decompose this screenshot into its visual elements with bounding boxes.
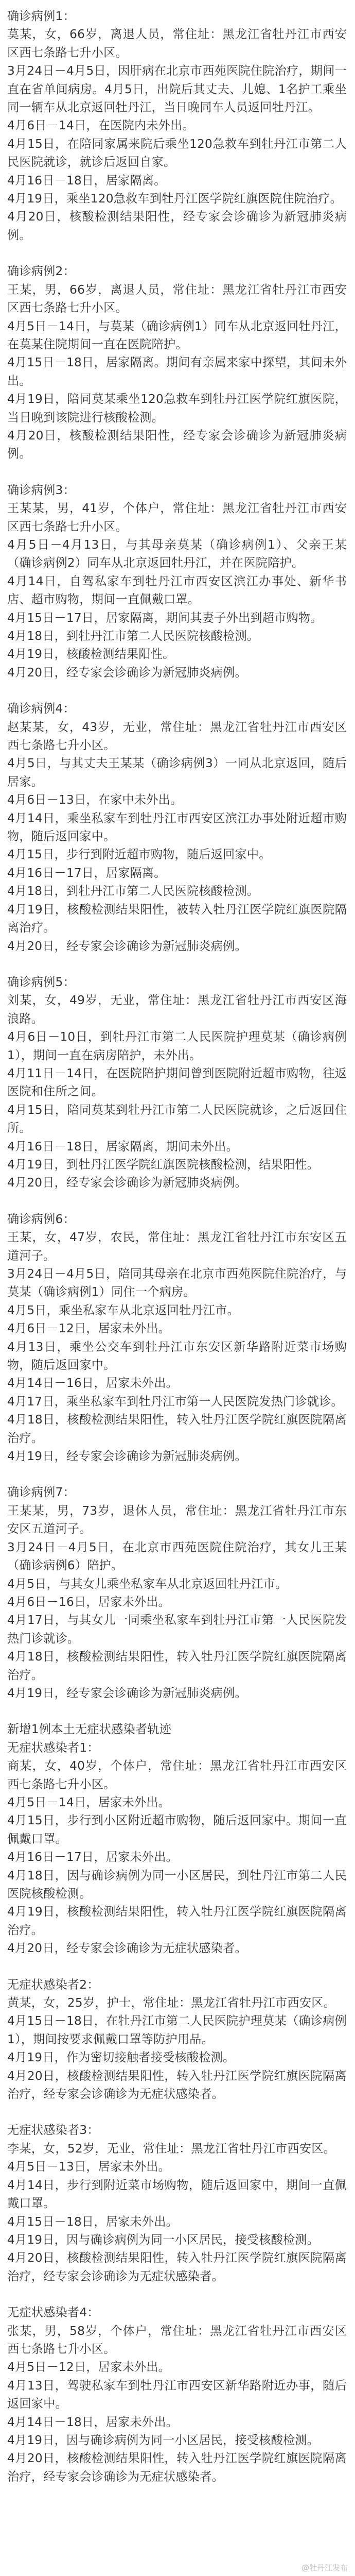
paragraph: 4月18日，到牡丹江市第二人民医院核酸检测。	[7, 629, 259, 643]
paragraph: 赵某某，女，43岁，无业，常住址：黑龙江省牡丹江市西安区西七条路七升小区。	[7, 720, 347, 753]
paragraph: 4月6日－16日，居家未外出。	[7, 1595, 171, 1609]
paragraph: 4月5日，与其女儿乘坐私家车从北京返回牡丹江市。	[7, 1577, 288, 1591]
section-gap	[7, 1958, 347, 1976]
paragraph: 4月20日，经专家会诊确诊为无症状感染者。	[7, 1941, 247, 1956]
paragraph: 4月15日，步行到附近超市购物，随后返回家中。	[7, 848, 271, 862]
paragraph: 4月20日，核酸检测结果阳性，转入牡丹江医学院红旗医院隔离治疗，经专家会诊确诊为无症状感染者。	[7, 2251, 347, 2283]
section-gap	[7, 1465, 347, 1483]
paragraph: 4月20日，经专家会诊确诊为新冠肺炎病例。	[7, 1176, 247, 1190]
section-gap	[7, 2285, 347, 2303]
source-watermark: @牡丹江发布	[301, 2563, 348, 2572]
section-heading: 确诊病例6：	[7, 1212, 75, 1226]
section-heading: 无症状感染者4：	[7, 2306, 99, 2320]
paragraph: 4月20日，经专家会诊确诊为新冠肺炎病例。	[7, 939, 247, 953]
paragraph: 4月5日，乘坐私家车从北京返回牡丹江市。	[7, 1303, 239, 1317]
section-heading: 无症状感染者2：	[7, 1977, 99, 1992]
paragraph: 4月17日，与其女儿一同乘坐私家车到牡丹江市第一人民医院发热门诊就诊。	[7, 1613, 347, 1646]
paragraph: 莫某，女，66岁，离退人员，常住址：黑龙江省牡丹江市西安区西七条路七升小区。	[7, 27, 347, 60]
section-heading: 确诊病例4：	[7, 702, 75, 716]
paragraph: 4月14日，步行到附近菜市场购物，随后返回家中，期间一直佩戴口罩。	[7, 2178, 347, 2211]
paragraph: 4月6日－10日，到牡丹江市第二人民医院护理莫某（确诊病例1），期间一直在病房陪护，未外出。	[7, 1030, 347, 1062]
paragraph: 4月14日，自驾私家车到牡丹江市西安区滨江办事处、新华书店、超市购物，期间一直佩戴口罩。	[7, 574, 347, 607]
paragraph: 4月19日，经专家会诊确诊为新冠肺炎病例。	[7, 1686, 247, 1700]
section-gap	[7, 2103, 347, 2121]
paragraph: 4月14日，乘坐私家车到牡丹江市西安区滨江办事处附近超市购物，随后返回家中。	[7, 811, 347, 844]
paragraph: 4月18日，核酸检测结果阳性，转入牡丹江医学院红旗医院隔离治疗。	[7, 1413, 347, 1445]
paragraph: 4月6日－13日，在家中未外出。	[7, 793, 183, 807]
paragraph: 4月15日－18日，居家未外出。	[7, 2214, 179, 2229]
paragraph: 4月5日，与其丈夫王某某（确诊病例3）一同从北京返回，随后居家。	[7, 756, 347, 789]
paragraph: 王某某，男，73岁，退休人员，常住址：黑龙江省牡丹江市东安区五道河子。	[7, 1503, 347, 1536]
paragraph: 4月16日－18日，居家隔离，期间未外出。	[7, 1139, 238, 1154]
paragraph: 4月15日－18日，居家隔离。期间有亲属来家中探望，其间未外出。	[7, 355, 347, 388]
paragraph: 4月17日，乘坐私家车到牡丹江市第一人民医院发热门诊就诊。	[7, 1394, 343, 1409]
paragraph: 4月15日－18日，在牡丹江市第二人民医院护理莫某（确诊病例1），期间按要求佩戴口罩等防护用品。	[7, 2014, 347, 2046]
section-gap	[7, 463, 347, 481]
paragraph: 4月15日，陪同莫某到牡丹江市第二人民医院就诊，之后返回住所。	[7, 1103, 347, 1136]
paragraph: 李某，女，52岁，无业，常住址：黑龙江省牡丹江市西安区。	[7, 2141, 335, 2156]
paragraph: 商某，女，40岁，个体户，常住址：黑龙江省牡丹江市西安区西七条路七升小区。	[7, 1759, 347, 1791]
section-gap	[7, 1702, 347, 1720]
paragraph: 4月14日－18日，居家未外出。	[7, 2415, 179, 2429]
paragraph: 4月19日，核酸检测结果阳性，转入牡丹江医学院红旗医院隔离治疗。	[7, 1905, 347, 1937]
paragraph: 4月13日，乘坐公交车到牡丹江市东安区新华路附近菜市场购物，随后返回家中。	[7, 1340, 347, 1372]
section-heading: 无症状感染者1：	[7, 1740, 99, 1755]
section-gap	[7, 1192, 347, 1210]
paragraph: 4月6日－12日，居家未外出。	[7, 1321, 171, 1336]
paragraph: 4月18日，因与确诊病例为同一小区居民，到牡丹江市第二人民医院核酸检测。	[7, 1868, 347, 1901]
paragraph: 4月20日，核酸检测结果阳性，转入牡丹江医学院红旗医院隔离治疗，经专家会诊确诊为无症状感染者。	[7, 2451, 347, 2484]
section-heading: 确诊病例5：	[7, 975, 75, 989]
paragraph: 4月19日，经专家会诊确诊为新冠肺炎病例。	[7, 1449, 247, 1464]
paragraph: 4月19日，因与确诊病例为同一小区居民，接受核酸检测。	[7, 2232, 319, 2247]
paragraph: 4月20日，经专家会诊确诊为新冠肺炎病例。	[7, 665, 247, 680]
section-gap	[7, 682, 347, 700]
paragraph: 4月13日，驾驶私家车到牡丹江市西安区新华路附近办事，随后返回家中。	[7, 2378, 347, 2411]
paragraph: 4月5日－14日，与莫某（确诊病例1）同车从北京返回牡丹江，在莫某住院期间一直在医院陪护。	[7, 319, 347, 351]
section-heading: 新增1例本土无症状感染者轨迹	[7, 1722, 171, 1737]
paragraph: 4月16日－17日，居家隔离。	[7, 866, 166, 880]
paragraph: 4月11日－14日，在医院陪护期间曾到医院附近超市购物，往返医院和住所之间。	[7, 1066, 347, 1099]
paragraph: 王某，女，47岁，农民，常住址：黑龙江省牡丹江市东安区五道河子。	[7, 1230, 347, 1263]
paragraph: 4月15日－17日，居家隔离，期间其妻子外出到超市购物。	[7, 611, 323, 625]
paragraph: 4月15日，在陪同家属来院后乘坐120急救车到牡丹江市第二人民医院就诊，就诊后返回自家。	[7, 137, 347, 170]
paragraph: 4月18日，到牡丹江市第二人民医院核酸检测。	[7, 884, 259, 899]
paragraph: 4月16日－18日，居家隔离。	[7, 173, 166, 188]
paragraph: 4月5日－14日，居家未外出。	[7, 1795, 171, 1809]
paragraph: 3月24日－4月5日，在北京市西苑医院住院治疗，其女儿王某（确诊病例6）陪护。	[7, 1540, 347, 1573]
paragraph: 4月19日，到牡丹江医学院红旗医院核酸检测，结果阳性。	[7, 1157, 319, 1172]
paragraph: 4月14日－16日，居家未外出。	[7, 1376, 179, 1391]
section-gap	[7, 955, 347, 973]
paragraph: 3月24日－4月5日，陪同其母亲在北京市西苑医院住院治疗，与莫某（确诊病例1）同住一个病房。	[7, 1267, 347, 1299]
paragraph: 4月6日－14日，在医院内未外出。	[7, 118, 194, 133]
section-heading: 无症状感染者3：	[7, 2123, 99, 2138]
paragraph: 4月15日，步行到小区附近超市购物，随后返回家中。期间一直佩戴口罩。	[7, 1814, 347, 1846]
paragraph: 4月20日，核酸检测结果阳性，经专家会诊确诊为新冠肺炎病例。	[7, 210, 347, 242]
paragraph: 3月24日－4月5日，因肝病在北京市西苑医院住院治疗，期间一直在省单间病房。4月5日，出院后其丈夫、儿媳、1名护工乘坐同一辆车从北京返回牡丹江，当日晚同车人员返回牡丹江。	[7, 64, 347, 115]
paragraph: 张某，男，58岁，个体户，常住址：黑龙江省牡丹江市西安区西七条路七升小区。	[7, 2324, 347, 2356]
paragraph: 4月5日－4月13日，与其母亲莫某（确诊病例1）、父亲王某（确诊病例2）同车从北京返回牡丹江，并在医院陪护。	[7, 537, 347, 570]
paragraph: 4月19日，因与确诊病例为同一小区居民，接受核酸检测。	[7, 2433, 319, 2447]
paragraph: 王某，男，66岁，离退人员，常住址：黑龙江省牡丹江市西安区西七条路七升小区。	[7, 282, 347, 315]
paragraph: 4月5日－12日，居家未外出。	[7, 2360, 171, 2375]
section-heading: 确诊病例7：	[7, 1485, 75, 1500]
paragraph: 4月18日，核酸检测结果阳性，转入牡丹江医学院红旗医院隔离治疗。	[7, 1650, 347, 1682]
section-gap	[7, 244, 347, 262]
paragraph: 4月19日，作为密切接触者接受核酸检测。	[7, 2050, 235, 2065]
paragraph: 刘某，女，49岁，无业，常住址：黑龙江省牡丹江市西安区海浪路。	[7, 993, 347, 1026]
paragraph: 4月19日，核酸检测结果阳性，被转入牡丹江医学院红旗医院隔离治疗。	[7, 902, 347, 935]
paragraph: 4月16日－17日，居家未外出。	[7, 1850, 179, 1865]
section-heading: 确诊病例1：	[7, 9, 75, 23]
paragraph: 4月20日，核酸检测结果阳性，转入牡丹江医学院红旗医院隔离治疗，经专家会诊确诊为无症状感染者。	[7, 2069, 347, 2102]
paragraph: 4月19日，核酸检测结果阳性。	[7, 647, 175, 662]
paragraph: 4月5日－13日，居家未外出。	[7, 2160, 171, 2174]
paragraph: 黄某，女，25岁，护士，常住址：黑龙江省牡丹江市西安区。	[7, 1996, 335, 2010]
paragraph: 王某某，男，41岁，个体户，常住址：黑龙江省牡丹江市西安区西七条路七升小区。	[7, 501, 347, 534]
section-heading: 确诊病例2：	[7, 264, 75, 279]
paragraph: 4月19日，乘坐120急救车到牡丹江医学院红旗医院住院治疗。	[7, 192, 343, 206]
section-heading: 确诊病例3：	[7, 483, 75, 497]
paragraph: 4月19日，陪同莫某乘坐120急救车到牡丹江医学院红旗医院，当日晚到该院进行核酸检测。	[7, 392, 347, 425]
paragraph: 4月20日，核酸检测结果阳性，经专家会诊确诊为新冠肺炎病例。	[7, 428, 347, 461]
